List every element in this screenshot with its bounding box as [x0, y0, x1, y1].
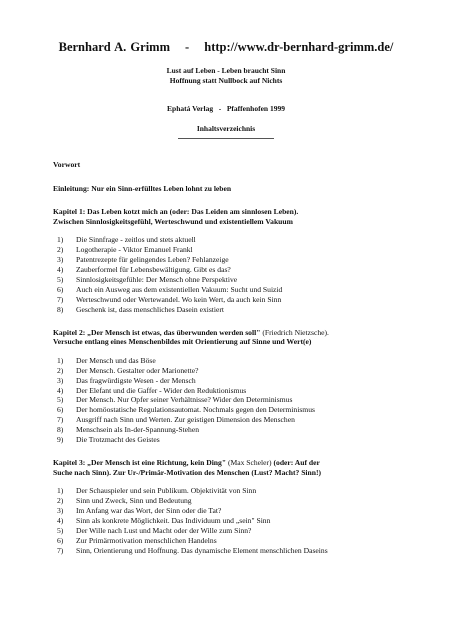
item-text: Der Elefant und die Gaffer - Wider den Reduktionismus — [76, 385, 247, 395]
list-item — [53, 395, 398, 405]
item-text: Zauberformel für Lebensbewältigung. Gibt es das? — [76, 265, 231, 275]
item-number: 4) — [57, 385, 64, 395]
item-text: Logotherapie - Viktor Emanuel Frankl — [76, 245, 193, 255]
item-number: 9) — [57, 435, 64, 445]
list-item — [53, 496, 398, 506]
list-item — [53, 405, 398, 415]
item-number: 5) — [57, 525, 64, 535]
list-item — [53, 486, 398, 496]
chapter-3-oder: (oder: Auf der — [273, 457, 320, 467]
list-item — [53, 546, 398, 556]
item-text: Das fragwürdigste Wesen - der Mensch — [76, 375, 196, 385]
item-text: Geschenk ist, dass menschliches Dasein existiert — [76, 304, 225, 314]
publisher-name: Ephatá Verlag — [167, 104, 214, 113]
item-text: Die Sinnfrage - zeitlos und stets aktuell — [76, 235, 196, 245]
chapter-3-line-1 — [53, 458, 398, 468]
item-number: 5) — [57, 395, 64, 405]
item-number: 4) — [57, 515, 64, 525]
website-url[interactable]: http://www.dr-bernhard-grimm.de/ — [204, 40, 394, 54]
item-text: Patentrezepte für gelingendes Leben? Fehlanzeige — [76, 255, 229, 265]
chapter-3-attribution: (Max Scheler) — [226, 457, 274, 467]
item-text: Menschsein als In-der-Spannung-Stehen — [76, 425, 200, 435]
publisher-place-year: Pfaffenhofen 1999 — [226, 104, 285, 113]
item-number: 7) — [57, 545, 64, 555]
toc-underline-divider — [178, 138, 274, 139]
item-number: 2) — [57, 496, 64, 506]
publisher-separator: - — [218, 104, 222, 113]
item-number: 2) — [57, 365, 64, 375]
item-text: Der homöostatische Regulationsautomat. Nochmals gegen den Determinismus — [76, 405, 315, 415]
chapter-2-line-1 — [53, 328, 398, 338]
list-item — [53, 386, 398, 396]
list-item — [53, 425, 398, 435]
page-header — [0, 40, 452, 55]
item-text: Die Trotzmacht des Geistes — [76, 435, 160, 445]
header-separator: - — [185, 40, 190, 54]
chapter-1-heading — [53, 207, 398, 226]
chapter-2-attribution: (Friedrich Nietzsche). — [260, 327, 329, 337]
item-number: 8) — [57, 304, 64, 314]
item-text: Werteschwund oder Wertewandel. Wo kein Wert, da auch kein Sinn — [76, 294, 282, 304]
list-item — [53, 305, 398, 315]
toc-entry-vorwort: Vorwort — [53, 160, 81, 169]
item-text: Ausgriff nach Sinn und Werten. Zur geistigen Dimension des Menschen — [76, 415, 295, 425]
toc-title: Inhaltsverzeichnis — [196, 124, 256, 133]
list-item — [53, 415, 398, 425]
author-name: Bernhard A. Grimm — [58, 40, 170, 54]
list-item — [53, 265, 398, 275]
chapter-3-line-2: Suche nach Sinn). Zur Ur-/Primär-Motivation des Menschen (Lust? Macht? Sinn!) — [53, 467, 322, 477]
chapter-2-quote: Kapitel 2: „Der Mensch ist etwas, das überwunden werden soll" — [53, 327, 261, 337]
item-number: 1) — [57, 355, 64, 365]
list-item — [53, 366, 398, 376]
item-number: 2) — [57, 245, 64, 255]
subtitle-line-2: Hoffnung statt Nullbock auf Nichts — [169, 76, 283, 85]
book-subtitle — [0, 66, 452, 86]
item-number: 5) — [57, 275, 64, 284]
list-item — [53, 285, 398, 295]
item-number: 8) — [57, 425, 64, 435]
chapter-2-heading — [53, 328, 398, 347]
item-text: Sinnlosigkeitsgefühle: Der Mensch ohne Perspektive — [76, 275, 238, 284]
list-item — [53, 516, 398, 526]
toc-entry-einleitung: Einleitung: Nur ein Sinn-erfülltes Leben lohnt zu leben — [53, 183, 232, 193]
item-text: Auch ein Ausweg aus dem existentiellen Vakuum: Sucht und Suizid — [76, 284, 283, 294]
item-number: 6) — [57, 284, 64, 294]
chapter-3-heading — [53, 458, 398, 477]
toc-content — [53, 160, 398, 569]
publisher-line — [0, 104, 452, 113]
chapter-1-line-2: Zwischen Sinnlosigkeitsgefühl, Werteschwund und existentiellem Vakuum — [53, 216, 293, 226]
item-number: 3) — [57, 505, 64, 515]
chapter-3-quote: Kapitel 3: „Der Mensch ist eine Richtung, kein Ding" — [53, 457, 227, 467]
subtitle-line-1: Lust auf Leben - Leben braucht Sinn — [166, 66, 286, 75]
item-text: Der Wille nach Lust und Macht oder der Wille zum Sinn? — [76, 525, 252, 535]
chapter-2-items — [53, 356, 398, 445]
list-item — [53, 376, 398, 386]
chapter-2-line-2: Versuche entlang eines Menschenbildes mit Orientierung auf Sinne und Wert(e) — [53, 337, 312, 347]
item-text: Sinn und Zweck, Sinn und Bedeutung — [76, 496, 192, 506]
list-item — [53, 255, 398, 265]
item-text: Der Mensch. Nur Opfer seiner Verhältnisse? Wider den Determinismus — [76, 395, 293, 405]
item-text: Der Mensch und das Böse — [76, 355, 156, 365]
item-number: 3) — [57, 375, 64, 385]
item-text: Sinn als konkrete Möglichkeit. Das Individuum und „sein" Sinn — [76, 515, 271, 525]
list-item — [53, 235, 398, 245]
list-item — [53, 506, 398, 516]
item-number: 1) — [57, 486, 64, 496]
item-text: Der Schauspieler und sein Publikum. Objektivität von Sinn — [76, 486, 257, 496]
item-number: 6) — [57, 405, 64, 415]
list-item — [53, 245, 398, 255]
item-number: 4) — [57, 265, 64, 275]
item-text: Zur Primärmotivation menschlichen Handelns — [76, 535, 217, 545]
item-number: 6) — [57, 535, 64, 545]
list-item — [53, 275, 398, 285]
chapter-3-items — [53, 486, 398, 555]
list-item — [53, 295, 398, 305]
list-item — [53, 536, 398, 546]
item-text: Der Mensch. Gestalter oder Marionette? — [76, 365, 199, 375]
chapter-1-items — [53, 235, 398, 314]
item-number: 1) — [57, 235, 64, 245]
item-text: Im Anfang war das Wort, der Sinn oder die Tat? — [76, 505, 222, 515]
item-number: 7) — [57, 415, 64, 425]
item-text: Sinn, Orientierung und Hoffnung. Das dynamische Element menschlichen Daseins — [76, 545, 328, 555]
list-item — [53, 435, 398, 445]
item-number: 3) — [57, 255, 64, 265]
item-number: 7) — [57, 294, 64, 304]
chapter-1-line-1: Kapitel 1: Das Leben kotzt mich an (oder: Das Leiden am sinnlosen Leben). — [53, 207, 299, 217]
list-item — [53, 526, 398, 536]
list-item — [53, 356, 398, 366]
